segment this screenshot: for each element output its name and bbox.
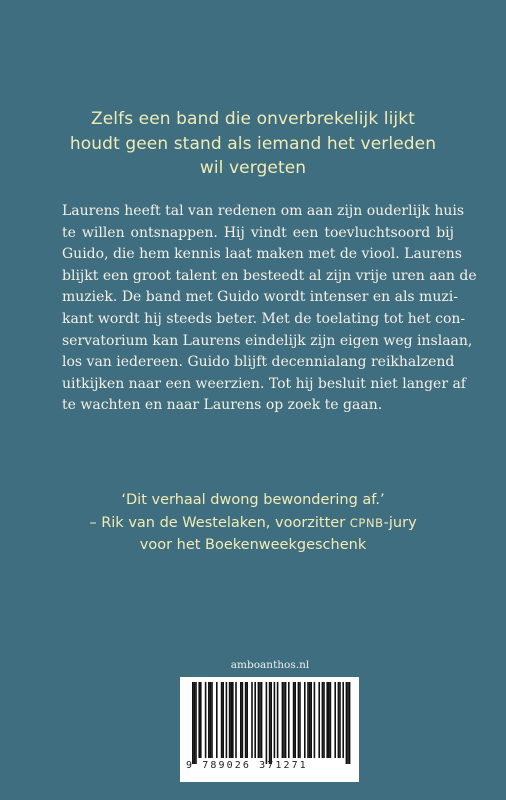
barcode-bar <box>328 682 330 758</box>
blurb-line: los van iedereen. Guido blijft decennialang reikhalzend <box>62 354 455 371</box>
barcode-bar <box>314 682 316 758</box>
quote-org-abbrev: CPNB <box>349 515 384 530</box>
barcode-bar <box>266 682 268 764</box>
barcode-bar <box>226 682 228 758</box>
tagline <box>30 107 476 181</box>
barcode-bar <box>274 682 276 758</box>
barcode-bar <box>254 682 256 758</box>
barcode-bar <box>235 682 237 758</box>
barcode-bar <box>208 682 210 758</box>
quote-org-suffix: -jury <box>383 514 417 531</box>
barcode-bar <box>205 682 207 758</box>
barcode-bar <box>334 682 336 758</box>
blurb-line: te willen ontsnappen. Hij vindt een toevluchtsoord bij <box>62 224 454 241</box>
barcode-bar <box>293 682 295 758</box>
blurb-line: Guido, die hem kennis laat maken met de viool. Laurens <box>62 246 462 263</box>
barcode-bar <box>240 682 242 758</box>
barcode-bar <box>192 682 194 764</box>
barcode-bar <box>261 682 263 758</box>
barcode-bar <box>307 682 309 758</box>
tagline-line: wil vergeten <box>199 158 307 178</box>
barcode-bar <box>283 682 285 758</box>
barcode-bar <box>222 682 224 758</box>
barcode-bar <box>246 682 248 758</box>
barcode-bar <box>194 682 196 764</box>
barcode-bar <box>251 682 253 758</box>
quote-attribution <box>30 512 476 535</box>
barcode-bar <box>258 682 260 758</box>
barcode-bar <box>318 682 320 758</box>
barcode-bar <box>288 682 290 758</box>
barcode-bar <box>304 682 306 758</box>
barcode-bar <box>310 682 312 758</box>
review-quote <box>30 489 476 557</box>
barcode-bar <box>269 682 271 764</box>
blurb-line: kant wordt hij steeds beter. Met de toelating tot het con- <box>62 310 466 327</box>
blurb <box>62 201 477 417</box>
blurb-line: servatorium kan Laurens eindelijk zijn eigen weg inslaan, <box>62 332 473 349</box>
blurb-line: muziek. De band met Guido wordt intenser en als muzi- <box>62 289 458 306</box>
barcode <box>180 677 359 782</box>
barcode-bar <box>195 682 197 764</box>
tagline-line: Zelfs een band die onverbrekelijk lijkt <box>91 109 415 129</box>
barcode-bar <box>346 682 348 764</box>
barcode-bar <box>298 682 300 758</box>
barcode-bar <box>245 682 247 758</box>
barcode-bar <box>342 682 344 758</box>
barcode-bar <box>277 682 279 758</box>
barcode-bar <box>294 682 296 758</box>
barcode-bar <box>339 682 341 758</box>
barcode-bar <box>229 682 231 758</box>
barcode-bar <box>242 682 244 758</box>
barcode-bar <box>200 682 202 758</box>
barcode-bar <box>347 682 349 764</box>
barcode-bar <box>349 682 351 764</box>
barcode-bar <box>198 682 200 758</box>
tagline-line: houdt geen stand als iemand het verleden <box>69 133 437 154</box>
barcode-bar <box>299 682 301 758</box>
barcode-bar <box>216 682 218 758</box>
blurb-line: uitkijken naar een weerzien. Tot hij besluit niet langer af <box>62 375 466 392</box>
quote-context: voor het Boekenweekgeschenk <box>139 537 367 553</box>
barcode-bar <box>221 682 223 758</box>
barcode-bar <box>338 682 340 758</box>
barcode-bar <box>259 682 261 758</box>
barcode-bar <box>270 682 272 764</box>
isbn-number: 9 789026 371271 <box>186 760 308 771</box>
barcode-bar <box>230 682 232 758</box>
barcode-bar <box>330 682 332 758</box>
quote-author: – Rik van de Westelaken, voorzitter <box>89 514 350 531</box>
barcode-bar <box>282 682 284 758</box>
barcode-bar <box>210 682 212 758</box>
barcode-bar <box>285 682 287 758</box>
barcode-bar <box>326 682 328 758</box>
blurb-line: te wachten en naar Laurens op zoek te gaan. <box>62 397 383 414</box>
barcode-bar <box>232 682 234 758</box>
barcode-bar <box>322 682 324 758</box>
barcode-bar <box>323 682 325 758</box>
barcode-bar <box>211 682 213 758</box>
blurb-line: blijkt een groot talent en besteedt al zijn vrije uren aan de <box>62 267 477 284</box>
publisher-website: amboanthos.nl <box>230 659 310 671</box>
quote-text: ‘Dit verhaal dwong bewondering af.’ <box>121 492 385 508</box>
barcode-bar <box>309 682 311 758</box>
blurb-line: Laurens heeft tal van redenen om aan zijn ouderlijk huis <box>62 203 465 219</box>
